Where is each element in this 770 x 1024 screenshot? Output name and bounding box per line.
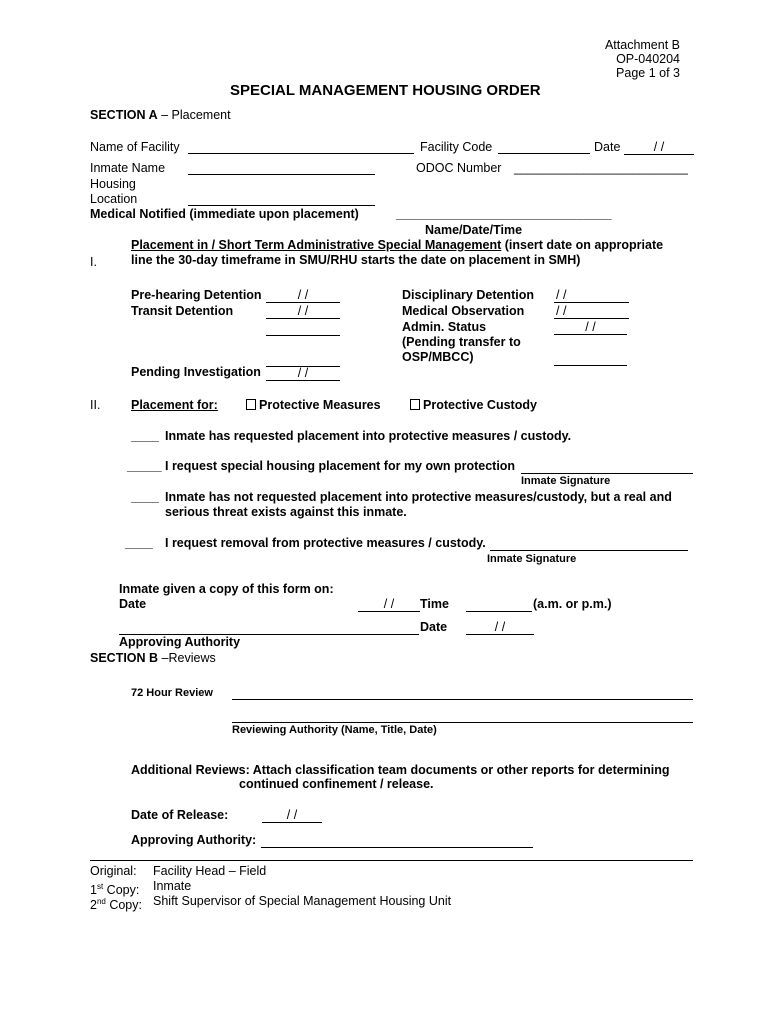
part-one-heading: Placement in / Short Term Administrative Special Management (insert date on appropriate bbox=[131, 238, 664, 252]
date-field[interactable]: / / bbox=[624, 140, 694, 155]
review72-field[interactable] bbox=[232, 699, 693, 700]
form-title: SPECIAL MANAGEMENT HOUSING ORDER bbox=[230, 82, 541, 99]
additional-reviews-text: Additional Reviews: Attach classification team documents or other reports for determining bbox=[131, 763, 670, 777]
not-requested-statement-2: serious threat exists against this inmate. bbox=[165, 505, 407, 519]
requested-blank[interactable]: ____ bbox=[131, 429, 159, 443]
placement-for-label: Placement for: bbox=[131, 398, 218, 412]
op-number: OP-040204 bbox=[616, 52, 680, 66]
approving-field[interactable] bbox=[261, 847, 533, 848]
removal-signature-field[interactable] bbox=[490, 550, 688, 551]
copy-given-label: Inmate given a copy of this form on: bbox=[119, 582, 334, 596]
osp-label: OSP/MBCC) bbox=[402, 350, 474, 364]
date-label: Date bbox=[594, 140, 621, 154]
part-one-numeral: I. bbox=[90, 255, 97, 269]
copy-date-field[interactable]: / / bbox=[358, 597, 420, 612]
attachment-label: Attachment B bbox=[604, 38, 680, 52]
requested-statement: Inmate has requested placement into protective measures / custody. bbox=[165, 429, 572, 443]
protective-custody-option[interactable]: Protective Custody bbox=[410, 398, 537, 413]
request-own-statement: I request special housing placement for my own protection bbox=[165, 459, 516, 473]
housing-label: Housing bbox=[90, 177, 136, 191]
name-date-time-caption: Name/Date/Time bbox=[425, 223, 523, 237]
divider bbox=[90, 860, 693, 861]
release-label: Date of Release: bbox=[131, 808, 229, 822]
pending-date[interactable]: / / bbox=[266, 366, 340, 381]
admin-status-label: Admin. Status bbox=[402, 320, 487, 334]
approval-date-field[interactable]: / / bbox=[466, 620, 534, 635]
release-date-field[interactable]: / / bbox=[262, 808, 322, 823]
first-copy-value: Inmate bbox=[153, 879, 192, 893]
housing-location-field[interactable] bbox=[188, 205, 375, 206]
second-copy-value: Shift Supervisor of Special Management Housing Unit bbox=[153, 894, 452, 908]
admin-status-date[interactable]: / / bbox=[554, 320, 627, 335]
removal-signature-caption: Inmate Signature bbox=[487, 553, 577, 565]
blank-date-line[interactable] bbox=[266, 335, 340, 336]
first-copy-label: 1st Copy: bbox=[90, 882, 140, 898]
original-value: Facility Head – Field bbox=[153, 864, 267, 878]
ampm-label: (a.m. or p.m.) bbox=[533, 597, 612, 611]
time-label: Time bbox=[420, 597, 449, 611]
pending-transfer-label: (Pending transfer to bbox=[402, 335, 521, 349]
pending-label: Pending Investigation bbox=[131, 365, 261, 379]
odoc-field[interactable]: _________________________ bbox=[514, 161, 688, 175]
disciplinary-label: Disciplinary Detention bbox=[402, 288, 534, 302]
transit-label: Transit Detention bbox=[131, 304, 234, 318]
removal-blank[interactable]: ____ bbox=[125, 536, 153, 550]
review72-label: 72 Hour Review bbox=[131, 687, 213, 699]
approval-date-label: Date bbox=[420, 620, 448, 634]
facility-name-label: Name of Facility bbox=[90, 140, 180, 154]
protective-measures-option[interactable]: Protective Measures bbox=[246, 398, 381, 413]
time-field[interactable] bbox=[466, 611, 532, 612]
original-label: Original: bbox=[90, 864, 137, 878]
odoc-label: ODOC Number bbox=[416, 161, 502, 175]
request-own-blank[interactable]: _____ bbox=[127, 459, 162, 473]
location-label: Location bbox=[90, 192, 138, 206]
removal-statement: I request removal from protective measures / custody. bbox=[165, 536, 486, 550]
inmate-signature-caption: Inmate Signature bbox=[521, 475, 611, 487]
approving-label: Approving Authority: bbox=[131, 833, 257, 847]
inmate-name-label: Inmate Name bbox=[90, 161, 166, 175]
second-copy-label: 2nd Copy: bbox=[90, 897, 142, 913]
transit-date[interactable]: / / bbox=[266, 304, 340, 319]
blank-date-line[interactable] bbox=[554, 365, 627, 366]
additional-reviews-text-2: continued confinement / release. bbox=[239, 777, 434, 791]
checkbox-icon[interactable] bbox=[410, 399, 420, 410]
facility-code-field[interactable] bbox=[498, 153, 590, 154]
copy-date-label: Date bbox=[119, 597, 147, 611]
prehearing-label: Pre-hearing Detention bbox=[131, 288, 262, 302]
prehearing-date[interactable]: / / bbox=[266, 288, 340, 303]
part-one-line2: line the 30-day timeframe in SMU/RHU starts the date on placement in SMH) bbox=[131, 253, 581, 267]
medical-notified-field[interactable]: _______________________________ bbox=[396, 207, 612, 221]
inmate-name-field[interactable] bbox=[188, 174, 375, 175]
facility-name-field[interactable] bbox=[188, 153, 414, 154]
medical-observation-label: Medical Observation bbox=[402, 304, 525, 318]
part-two-numeral: II. bbox=[90, 398, 101, 412]
checkbox-icon[interactable] bbox=[246, 399, 256, 410]
facility-code-label: Facility Code bbox=[420, 140, 493, 154]
medical-observation-date[interactable]: / / bbox=[554, 304, 629, 319]
approving-authority-label: Approving Authority bbox=[119, 635, 241, 649]
page-number: Page 1 of 3 bbox=[616, 66, 680, 80]
not-requested-blank[interactable]: ____ bbox=[131, 490, 159, 504]
medical-notified-label: Medical Notified (immediate upon placement) bbox=[90, 207, 359, 221]
section-b-heading: SECTION B –Reviews bbox=[90, 651, 216, 665]
not-requested-statement: Inmate has not requested placement into protective measures/custody, but a real and bbox=[165, 490, 672, 504]
section-a-heading: SECTION A – Placement bbox=[90, 108, 231, 122]
disciplinary-date[interactable]: / / bbox=[554, 288, 629, 303]
reviewing-authority-caption: Reviewing Authority (Name, Title, Date) bbox=[232, 724, 437, 736]
